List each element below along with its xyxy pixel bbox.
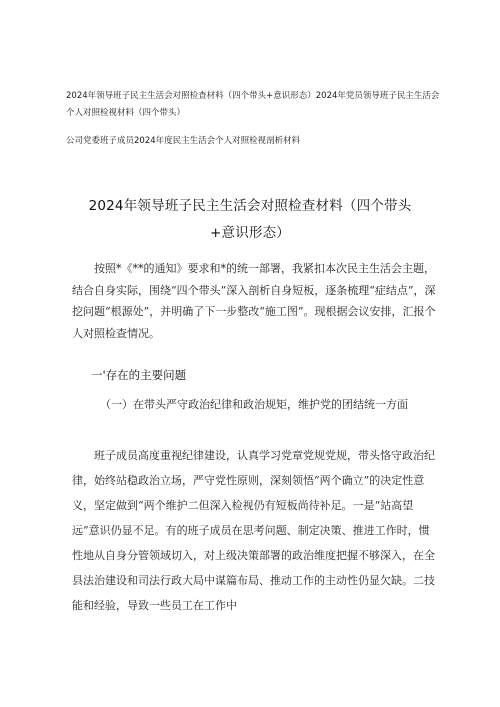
header-title-line: 2024年领导班子民主生活会对照检查材料（四个带头+意识形态）2024年党员领导班子民主生活会个人对照检视材料（四个带头） [66,91,440,118]
document-title: 2024年领导班子民主生活会对照检查材料（四个带头+意识形态） [88,198,412,241]
body-paragraph: 班子成员高度重视纪律建设，认真学习党章党规党规，带头恪守政治纪律，始终站稳政治立场，严守党性原则，深刻领悟“两个确立”的决定性意义，坚定做到“两个维护二但深入检视仍有短板尚待补足。一是“站高望远”意识仍显不足。有的班子成员在思考问题、制定决策、推进工作时，惯性地从自身分管领域切入，对上级决策部署的政治维度把握不够深入，在全县法治建设和司法行政大局中谋篇布局、推动工作的主动性仍显欠缺。二技能和经验，导致一些员工在工作中 [72,449,435,612]
section-heading: 一'存在的主要问题 [91,368,187,382]
intro-paragraph: 按照*《**的通知》要求和*的统一部署，我紧扣本次民主生活会主题，结合自身实际，围绕“四个带头”深入剖析自身短板，逐条梳理“症结点”，深挖问题“根源处”，并明确了下一步整改“施工图”。现根据会议安排，汇报个人对照检查情况。 [72,262,436,340]
header-subtitle-line: 公司党委班子成员2024年度民主生活会个人对照检视剖析材料 [66,136,301,146]
subsection-heading: （一）在带头严守政治纪律和政治规矩，维护党的团结统一方面 [100,398,408,411]
